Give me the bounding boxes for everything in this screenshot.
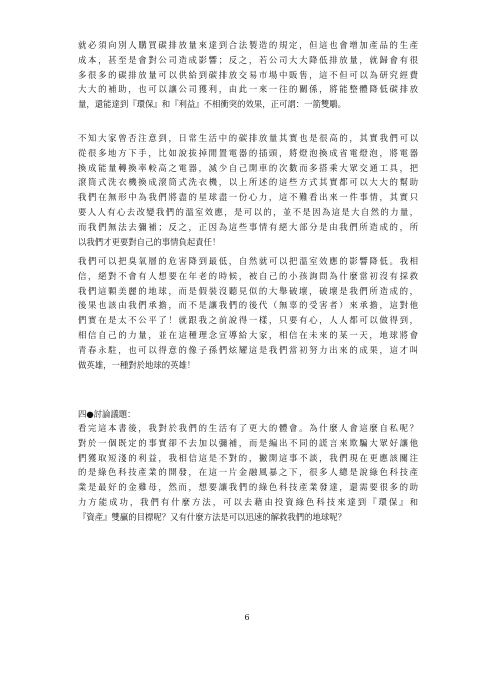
text-line: 大大的補助，也可以讓公司獲利，由此一來一往的關係，將能整體降低碳排放 <box>78 84 418 95</box>
text-line: 我們這顆美麗的地球，而是假裝沒聽見似的大舉破壞，破壞是我們所造成的， <box>78 285 418 296</box>
text-line: 們實在是太不公平了！就跟我之前說得一樣，只要有心，人人都可以做得到， <box>78 315 418 326</box>
paragraph-discussion <box>78 421 418 525</box>
text-line: 我們可以把臭氧層的危害降到最低，自然就可以把溫室效應的影響降低。我相 <box>78 256 418 266</box>
text-line: 業是最好的金雞母，然而，想要讓我們的綠色科技產業發達，還需要很多的助 <box>78 482 418 493</box>
text-line: 量，還能達到『環保』和『利益』不相衝突的效果，正可謂：一箭雙鵰。 <box>78 99 346 110</box>
text-line: 從很多地方下手，比如說拔掉閒置電器的插頭，將燈泡換成省電燈泡，將電器 <box>78 147 418 158</box>
text-line: 信，絕對不會有人想要在年老的時候，被自己的小孩詢問為什麼當初沒有採救 <box>78 270 418 281</box>
page-number: 6 <box>244 613 250 622</box>
paragraph-daily-life <box>78 131 418 249</box>
text-line: 我們在無形中為我們將盡的星球盡一份心力，這不難看出來一件事情，其實只 <box>78 192 418 203</box>
section-heading <box>78 407 418 422</box>
text-line: 換成能量轉換率較高之電器，減少自己開車的次數而多搭乘大眾交通工具，把 <box>78 162 418 173</box>
text-line: 們獲取短淺的利益，我相信這是不對的，撇開這事不談，我們現在更應該關注 <box>78 452 418 463</box>
text-line: 力方能成功，我們有什麼方法，可以去藉由投資綠色科技來達到『環保』和 <box>78 496 418 507</box>
text-line: 『資產』雙贏的目標呢？又有什麼方法是可以迅速的解救我們的地球呢？ <box>78 511 346 522</box>
text-line: 成本，甚至是會對公司造成影響；反之，若公司大大降低排放量，就歸會有很 <box>78 54 418 65</box>
text-line: 不知大家曾否注意到，日常生活中的碳排放量其實也是很高的，其實我們可以 <box>78 133 418 143</box>
text-line: 對於一個既定的事實卻不去加以彌補，而是編出不同的謊言來欺騙大眾好讓他 <box>78 437 418 448</box>
text-line: 而我們無法去彌補；反之，正因為這些事情有絕大部分是由我們所造成的，所 <box>78 221 418 232</box>
text-line: 的是綠色科技產業的開發，在這一片金融風暴之下，很多人總是說綠色科技產 <box>78 467 418 478</box>
text-line: 相信自己的力量，並在這種理念宣導給大家，相信在未來的某一天，地球將會 <box>78 329 418 340</box>
text-line: 滾筒式洗衣機換成滾筒式洗衣機，以上所述的這些方式其實都可以大大的幫助 <box>78 177 418 188</box>
text-line: 後果也該由我們承擔，而不是讓我們的後代（無辜的受害者）來承擔，這對他 <box>78 300 418 311</box>
text-line: 看完這本書後，我對於我們的生活有了更大的體會。為什麼人會這麼自私呢？ <box>78 423 418 433</box>
text-line: 要人人有心去改變我們的溫室效應，是可以的，並不是因為這是大自然的力量， <box>78 206 418 217</box>
text-line: 青春永駐，也可以得意的像子孫們炫耀這是我們當初努力出來的成果，這才叫 <box>78 344 418 355</box>
paragraph-carbon-trading <box>78 38 418 112</box>
section-heading-text: 四●討論議題： <box>78 409 136 419</box>
text-line: 多很多的碳排放量可以供給到碳排放交易市場中販售，這不但可以為研究經費 <box>78 69 418 80</box>
text-line: 就必須向別人購買碳排放量來達到合法製造的規定，但這也會增加產品的生產 <box>78 40 418 50</box>
text-line: 做英雄，一種對於地球的英雄！ <box>78 359 196 370</box>
text-line: 以我們才更要對自己的事情負起責任！ <box>78 236 221 247</box>
paragraph-ozone <box>78 254 418 372</box>
